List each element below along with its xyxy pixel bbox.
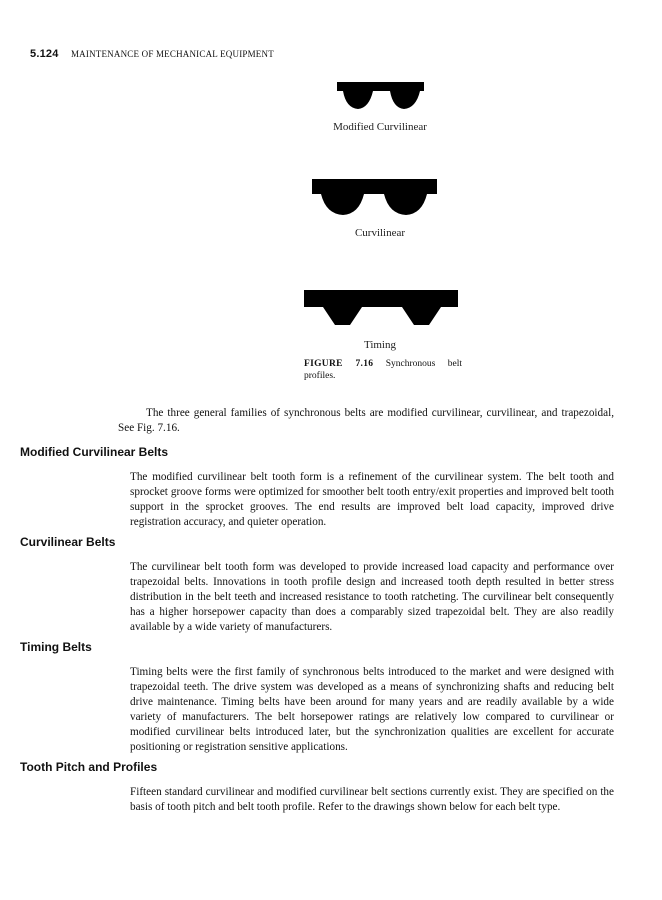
intro-paragraph: The three general families of synchronous belts are modified curvilinear, curvilinear, and trapezoidal, See Fig. 7.16.	[118, 407, 614, 434]
section-paragraph-timing: Timing belts were the first family of synchronous belts introduced to the market and were designed with trapezoidal teeth. The drive system was developed as a means of synchronizing shafts and reducing belt drive maintenance. Timing belts have been around for many years and are readily available by a wide variety of manufacturers. The belt horsepower ratings are relatively low compared to curvilinear or modified curvilinear belts introduced later, but the synchronization qualities are excellent for accurate positioning or registration sensitive applications.	[130, 666, 614, 753]
running-title: MAINTENANCE OF MECHANICAL EQUIPMENT	[70, 49, 274, 59]
section-paragraph-curvilinear: The curvilinear belt tooth form was developed to provide increased load capacity and performance over trapezoidal belts. Innovations in tooth profile design and increased tooth depth resulted in better stress distribution in the belt teeth and increased resistance to tooth ratcheting. The curvilinear belt consequently has a higher horsepower capacity than does a comparably sized trapezoidal belt. They are also readily available by a wide variety of manufacturers.	[130, 561, 614, 633]
modified-curvilinear-profile	[337, 82, 424, 109]
profile-label-modified-curvilinear: Modified Curvilinear	[333, 121, 427, 133]
figure-caption-label: FIGURE 7.16	[304, 359, 374, 369]
section-heading-timing: Timing Belts	[20, 640, 92, 654]
belt-profiles-drawing	[0, 0, 662, 390]
section-heading-tooth-pitch: Tooth Pitch and Profiles	[20, 760, 158, 774]
profile-label-timing: Timing	[363, 339, 396, 351]
figure-caption-text: Synchronous belt profiles.	[304, 359, 462, 381]
section-paragraph-modified-curvilinear: The modified curvilinear belt tooth form is a refinement of the curvilinear system. The belt tooth and sprocket groove forms were optimized for smoother belt tooth entry/exit properties and improved belt tooth support in the sprocket grooves. The end results are improved belt load capacity, improved drive registration accuracy, and quieter operation.	[130, 471, 614, 528]
profile-label-curvilinear: Curvilinear	[354, 227, 406, 239]
section-heading-modified-curvilinear: Modified Curvilinear Belts	[20, 445, 169, 459]
section-paragraph-tooth-pitch: Fifteen standard curvilinear and modified curvilinear belt sections currently exist. They are specified on the basis of tooth pitch and belt tooth profile. Refer to the drawings shown below for each belt type.	[130, 786, 614, 813]
timing-profile	[304, 290, 458, 325]
figure-7-16	[0, 0, 662, 390]
figure-caption	[304, 358, 462, 382]
page-number: 5.124	[30, 48, 59, 60]
section-heading-curvilinear: Curvilinear Belts	[20, 535, 116, 549]
curvilinear-profile	[312, 179, 437, 215]
